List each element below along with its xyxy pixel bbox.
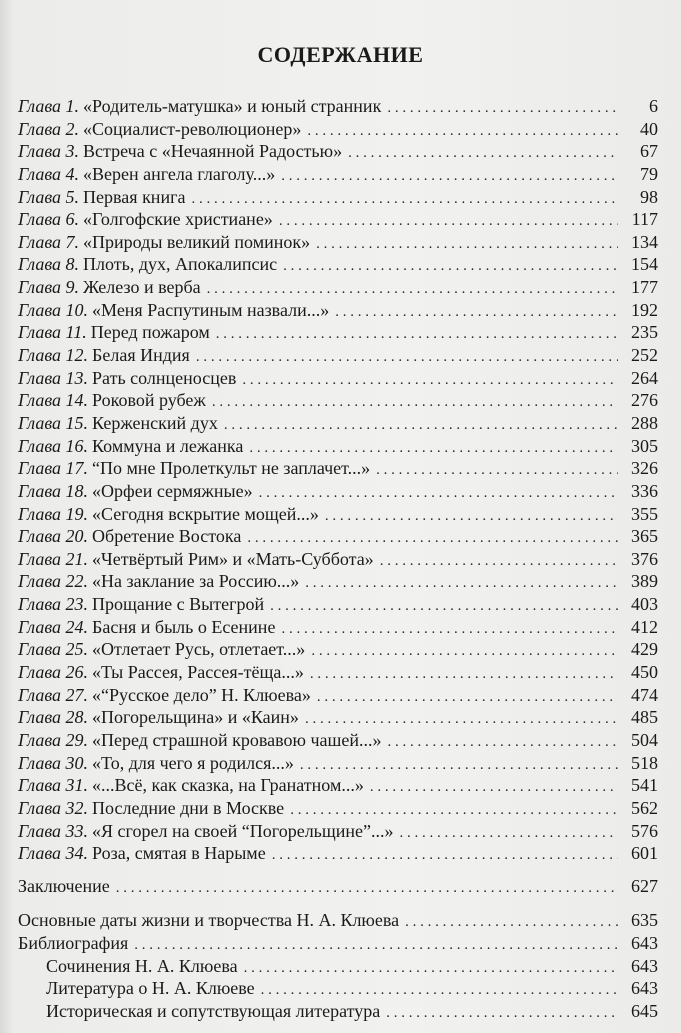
chapter-page: 235	[631, 322, 658, 343]
chapter-page: 518	[631, 752, 658, 773]
entry-page: 643	[631, 933, 658, 954]
toc-entry-chapter	[18, 593, 658, 616]
chapter-page: 412	[631, 616, 658, 637]
toc-entry-bibliography-sub	[18, 1000, 658, 1023]
leader-dots	[387, 731, 618, 754]
leader-dots	[305, 708, 618, 731]
leader-dots	[191, 188, 618, 211]
chapter-title: «Верен ангела глаголу...»	[83, 163, 276, 184]
chapter-page: 504	[631, 729, 658, 750]
entry-title: Заключение	[18, 875, 110, 896]
chapter-title: «Четвёртый Рим» и «Мать-Суббота»	[92, 548, 374, 569]
chapter-title: «...Всё, как сказка, на Гранатном...»	[92, 775, 364, 796]
chapter-label: Глава 26.	[18, 662, 89, 683]
chapter-label: Глава 12.	[18, 345, 89, 366]
leader-dots	[387, 97, 618, 120]
chapter-title: «На заклание за Россию...»	[92, 571, 300, 592]
leader-dots	[242, 369, 618, 392]
toc-entry-chapter	[18, 412, 658, 435]
leader-dots	[305, 572, 618, 595]
chapter-label: Глава 29.	[18, 729, 89, 750]
leader-dots	[272, 844, 618, 867]
chapter-title: Железо и верба	[83, 277, 201, 298]
leader-dots	[386, 1002, 618, 1025]
toc-entry-conclusion	[18, 875, 658, 898]
toc-entry-chapter	[18, 276, 658, 299]
chapter-page: 276	[631, 390, 658, 411]
entry-title: Сочинения Н. А. Клюева	[46, 955, 238, 976]
chapter-title: «Сегодня вскрытие мощей...»	[92, 503, 319, 524]
toc-entry-chapter	[18, 638, 658, 661]
entry-page: 645	[631, 1000, 658, 1021]
entry-title: Библиография	[18, 933, 129, 954]
chapter-title: «Социалист-революционер»	[83, 118, 302, 139]
chapter-title: Керженский дух	[92, 412, 218, 433]
chapter-title: Коммуна и лежанка	[92, 435, 244, 456]
leader-dots	[283, 255, 618, 278]
chapter-title: Встреча с «Нечаянной Радостью»	[83, 141, 343, 162]
entry-title: Основные даты жизни и творчества Н. А. Клюева	[18, 910, 400, 931]
chapter-label: Глава 31.	[18, 775, 89, 796]
leader-dots	[249, 437, 618, 460]
chapter-page: 288	[631, 412, 658, 433]
chapter-page: 192	[631, 299, 658, 320]
chapter-title: “По мне Пролеткульт не заплачет...»	[92, 458, 371, 479]
chapter-label: Глава 6.	[18, 209, 80, 230]
toc-entry-chapter	[18, 140, 658, 163]
toc-entry-chapter	[18, 842, 658, 865]
table-of-contents	[18, 95, 658, 1023]
chapter-page: 541	[631, 775, 658, 796]
chapter-list	[18, 95, 658, 865]
page-title: СОДЕРЖАНИЕ	[257, 42, 424, 67]
chapter-page: 485	[631, 707, 658, 728]
leader-dots	[216, 323, 618, 346]
toc-entry-chapter	[18, 503, 658, 526]
toc-entry-chapter	[18, 797, 658, 820]
chapter-label: Глава 7.	[18, 231, 80, 252]
chapter-title: «Голгофские христиане»	[83, 209, 273, 230]
leader-dots	[316, 233, 618, 256]
chapter-page: 67	[640, 141, 658, 162]
leader-dots	[317, 686, 618, 709]
chapter-title: «Родитель-матушка» и юный странник	[83, 96, 382, 116]
chapter-label: Глава 5.	[18, 186, 80, 207]
entry-page: 643	[631, 978, 658, 999]
toc-entry-chapter	[18, 525, 658, 548]
chapter-page: 336	[631, 480, 658, 501]
leader-dots	[134, 934, 618, 957]
chapter-label: Глава 30.	[18, 752, 89, 773]
toc-entry-chapter	[18, 186, 658, 209]
chapter-label: Глава 18.	[18, 480, 89, 501]
toc-entry-chapter	[18, 457, 658, 480]
entry-page: 643	[631, 955, 658, 976]
leader-dots	[207, 278, 618, 301]
toc-entry-chapter	[18, 231, 658, 254]
chapter-label: Глава 15.	[18, 412, 89, 433]
chapter-title: «Погорельщина» и «Каин»	[92, 707, 299, 728]
chapter-page: 117	[631, 209, 658, 230]
chapter-page: 305	[631, 435, 658, 456]
leader-dots	[281, 618, 618, 641]
toc-entry-chapter	[18, 820, 658, 843]
toc-entry-chapter	[18, 208, 658, 231]
toc-entry-chapter	[18, 435, 658, 458]
chapter-page: 154	[631, 254, 658, 275]
toc-entry-bibliography-sub	[18, 977, 658, 1000]
chapter-title: Белая Индия	[92, 345, 190, 366]
toc-entry-chapter	[18, 163, 658, 186]
toc-entry-chapter	[18, 548, 658, 571]
chapter-page: 601	[631, 843, 658, 864]
toc-entry-chapter	[18, 706, 658, 729]
chapter-label: Глава 32.	[18, 797, 89, 818]
chapter-title: «Орфеи сермяжные»	[92, 480, 253, 501]
chapter-page: 40	[640, 118, 658, 139]
chapter-label: Глава 17.	[18, 458, 89, 479]
leader-dots	[261, 979, 618, 1002]
toc-entry-chapter	[18, 389, 658, 412]
chapter-title: Роза, смятая в Нарыме	[92, 843, 266, 864]
chapter-label: Глава 1.	[18, 96, 80, 116]
chapter-title: Роковой рубеж	[92, 390, 206, 411]
leader-dots	[335, 301, 618, 324]
chapter-title: Первая книга	[83, 186, 186, 207]
leader-dots	[348, 142, 618, 165]
chapter-page: 264	[631, 367, 658, 388]
chapter-title: «Природы великий поминок»	[83, 231, 311, 252]
chapter-label: Глава 11.	[18, 322, 87, 343]
chapter-label: Глава 20.	[18, 526, 89, 547]
leader-dots	[310, 663, 618, 686]
toc-entry-bibliography-sub	[18, 955, 658, 978]
leader-dots	[376, 459, 618, 482]
leader-dots	[279, 210, 618, 233]
leader-dots	[400, 822, 619, 845]
toc-entry-chapter	[18, 729, 658, 752]
toc-entry-chapter	[18, 344, 658, 367]
chapter-title: «То, для чего я родился...»	[92, 752, 294, 773]
leader-dots	[325, 505, 618, 528]
entry-title: Литература о Н. А. Клюеве	[46, 978, 255, 999]
chapter-label: Глава 16.	[18, 435, 89, 456]
toc-entry-chapter	[18, 684, 658, 707]
chapter-label: Глава 25.	[18, 639, 89, 660]
leader-dots	[116, 877, 618, 900]
chapter-page: 79	[640, 163, 658, 184]
chapter-label: Глава 24.	[18, 616, 89, 637]
chapter-label: Глава 21.	[18, 548, 89, 569]
entry-page: 635	[631, 910, 658, 931]
leader-dots	[259, 482, 618, 505]
chapter-page: 376	[631, 548, 658, 569]
chapter-page: 355	[631, 503, 658, 524]
chapter-title: Басня и быль о Есенине	[92, 616, 276, 637]
chapter-page: 450	[631, 662, 658, 683]
toc-entry-chapter	[18, 480, 658, 503]
chapter-page: 326	[631, 458, 658, 479]
chapter-page: 562	[631, 797, 658, 818]
leader-dots	[212, 391, 618, 414]
chapter-page: 365	[631, 526, 658, 547]
toc-entry-chapter	[18, 774, 658, 797]
leader-dots	[244, 957, 618, 980]
chapter-label: Глава 9.	[18, 277, 80, 298]
leader-dots	[405, 911, 618, 934]
chapter-page: 134	[631, 231, 658, 252]
leader-dots	[290, 799, 618, 822]
chapter-label: Глава 3.	[18, 141, 80, 162]
leader-dots	[300, 754, 618, 777]
chapter-page: 576	[631, 820, 658, 841]
chapter-label: Глава 22.	[18, 571, 89, 592]
chapter-page: 98	[640, 186, 658, 207]
chapter-title: Рать солнценосцев	[92, 367, 237, 388]
toc-entry-chapter	[18, 299, 658, 322]
chapter-title: Плоть, дух, Апокалипсис	[83, 254, 278, 275]
toc-entry-chapter	[18, 367, 658, 390]
toc-entry-chapter	[18, 253, 658, 276]
chapter-label: Глава 28.	[18, 707, 89, 728]
leader-dots	[307, 120, 618, 143]
chapter-label: Глава 8.	[18, 254, 80, 275]
leader-dots	[247, 527, 618, 550]
chapter-title: Перед пожаром	[90, 322, 210, 343]
chapter-label: Глава 14.	[18, 390, 89, 411]
leader-dots	[311, 640, 618, 663]
chapter-page: 6	[649, 96, 658, 116]
chapter-label: Глава 4.	[18, 163, 80, 184]
chapter-page: 429	[631, 639, 658, 660]
chapter-label: Глава 19.	[18, 503, 89, 524]
chapter-label: Глава 34.	[18, 843, 89, 864]
toc-entry-chapter	[18, 752, 658, 775]
chapter-label: Глава 10.	[18, 299, 89, 320]
chapter-label: Глава 27.	[18, 684, 89, 705]
toc-entry-bibliography	[18, 932, 658, 955]
toc-entry-dates	[18, 909, 658, 932]
chapter-page: 474	[631, 684, 658, 705]
chapter-label: Глава 33.	[18, 820, 89, 841]
toc-entry-chapter	[18, 570, 658, 593]
entry-page: 627	[631, 875, 658, 896]
chapter-title: Последние дни в Москве	[92, 797, 285, 818]
leader-dots	[196, 346, 618, 369]
leader-dots	[270, 595, 618, 618]
leader-dots	[380, 550, 618, 573]
chapter-page: 403	[631, 594, 658, 615]
chapter-title: «Меня Распутиным назвали...»	[92, 299, 330, 320]
toc-entry-chapter	[18, 661, 658, 684]
chapter-label: Глава 23.	[18, 594, 89, 615]
chapter-title: «Я сгорел на своей “Погорельщине”...»	[92, 820, 394, 841]
toc-entry-chapter	[18, 118, 658, 141]
chapter-page: 252	[631, 345, 658, 366]
chapter-page: 177	[631, 277, 658, 298]
chapter-label: Глава 2.	[18, 118, 80, 139]
toc-entry-chapter	[18, 616, 658, 639]
leader-dots	[281, 165, 618, 188]
chapter-title: «Перед страшной кровавою чашей...»	[92, 729, 382, 750]
toc-entry-chapter	[18, 321, 658, 344]
chapter-title: Прощание с Вытегрой	[92, 594, 265, 615]
entry-title: Историческая и сопутствующая литература	[46, 1000, 381, 1021]
chapter-title: «Отлетает Русь, отлетает...»	[92, 639, 306, 660]
chapter-page: 389	[631, 571, 658, 592]
chapter-title: Обретение Востока	[92, 526, 242, 547]
chapter-label: Глава 13.	[18, 367, 89, 388]
chapter-title: «“Русское дело” Н. Клюева»	[92, 684, 311, 705]
toc-entry-chapter	[18, 95, 658, 118]
bibliography-subsections	[18, 955, 658, 1023]
leader-dots	[224, 414, 618, 437]
leader-dots	[370, 776, 618, 799]
chapter-title: «Ты Рассея, Рассея-тёща...»	[92, 662, 304, 683]
